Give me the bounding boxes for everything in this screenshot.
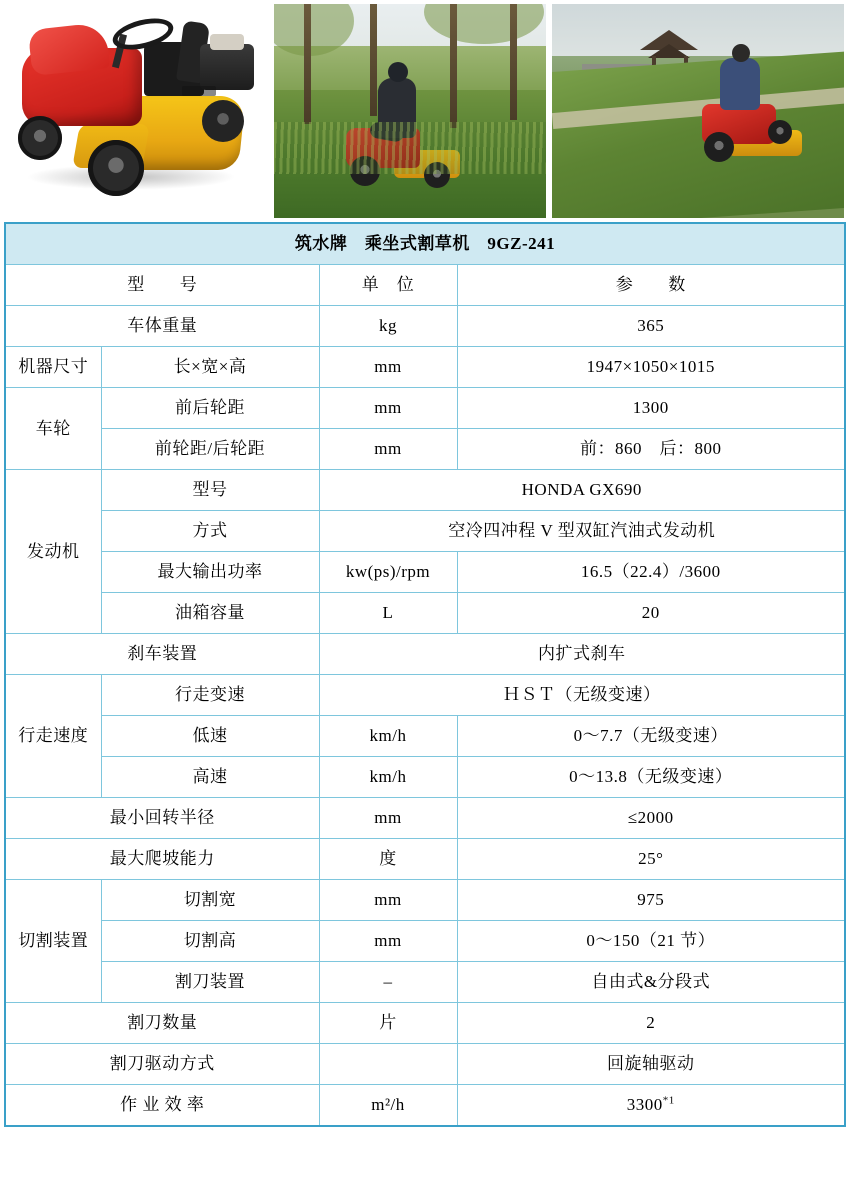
rider-head-shape bbox=[732, 44, 750, 62]
row-unit: mm bbox=[319, 388, 457, 429]
table-row bbox=[5, 347, 845, 388]
row-item: 油箱容量 bbox=[101, 593, 319, 634]
table-row bbox=[5, 1003, 845, 1044]
row-group: 切割装置 bbox=[5, 880, 101, 1003]
product-studio-photo bbox=[4, 4, 268, 218]
row-value: HONDA GX690 bbox=[319, 470, 845, 511]
header-param: 参 数 bbox=[457, 265, 845, 306]
row-value: 0～13.8（无级变速） bbox=[457, 757, 845, 798]
table-row bbox=[5, 593, 845, 634]
mower-engine-cover-shape bbox=[210, 34, 244, 50]
row-value-number: 3300 bbox=[626, 1095, 663, 1115]
table-row bbox=[5, 470, 845, 511]
row-item: 最小回转半径 bbox=[5, 798, 319, 839]
row-unit: mm bbox=[319, 880, 457, 921]
mower-engine-shape bbox=[200, 44, 254, 90]
row-item: 切割高 bbox=[101, 921, 319, 962]
row-value: 前：860 后：800 bbox=[457, 429, 845, 470]
row-unit: mm bbox=[319, 798, 457, 839]
table-row bbox=[5, 511, 845, 552]
row-value: 自由式&分段式 bbox=[457, 962, 845, 1003]
row-value: 25° bbox=[457, 839, 845, 880]
row-unit: m²/h bbox=[319, 1085, 457, 1127]
row-value: 16.5（22.4）/3600 bbox=[457, 552, 845, 593]
mower-wheel-shape bbox=[768, 120, 792, 144]
orchard-field-photo bbox=[274, 4, 546, 218]
row-unit: kg bbox=[319, 306, 457, 347]
row-item: 最大爬坡能力 bbox=[5, 839, 319, 880]
table-row bbox=[5, 839, 845, 880]
row-group: 行走速度 bbox=[5, 675, 101, 798]
header-unit: 单 位 bbox=[319, 265, 457, 306]
mower-hood-shape bbox=[28, 22, 110, 76]
rear-wheel-shape bbox=[202, 100, 244, 142]
row-value: 0～7.7（无级变速） bbox=[457, 716, 845, 757]
table-row bbox=[5, 880, 845, 921]
row-group: 车轮 bbox=[5, 388, 101, 470]
row-unit: mm bbox=[319, 429, 457, 470]
row-item: 前轮距/后轮距 bbox=[101, 429, 319, 470]
table-row bbox=[5, 1085, 845, 1127]
row-unit: L bbox=[319, 593, 457, 634]
tree-trunk-shape bbox=[450, 4, 457, 128]
spec-table-wrapper bbox=[0, 222, 850, 1131]
row-item: 前后轮距 bbox=[101, 388, 319, 429]
row-group: 机器尺寸 bbox=[5, 347, 101, 388]
row-unit: km/h bbox=[319, 716, 457, 757]
row-item: 行走变速 bbox=[101, 675, 319, 716]
row-unit: 片 bbox=[319, 1003, 457, 1044]
row-item: 割刀数量 bbox=[5, 1003, 319, 1044]
table-row bbox=[5, 921, 845, 962]
row-item: 割刀装置 bbox=[101, 962, 319, 1003]
row-value: ＨＳＴ（无级变速） bbox=[319, 675, 845, 716]
row-item: 型号 bbox=[101, 470, 319, 511]
row-item: 切割宽 bbox=[101, 880, 319, 921]
row-item: 长×宽×高 bbox=[101, 347, 319, 388]
rider-body-shape bbox=[720, 58, 760, 110]
table-row bbox=[5, 675, 845, 716]
row-unit: mm bbox=[319, 921, 457, 962]
row-unit bbox=[319, 1044, 457, 1085]
row-value bbox=[457, 1085, 845, 1127]
row-value: 365 bbox=[457, 306, 845, 347]
row-item: 方式 bbox=[101, 511, 319, 552]
header-model: 型 号 bbox=[5, 265, 319, 306]
table-row bbox=[5, 1044, 845, 1085]
row-value: 2 bbox=[457, 1003, 845, 1044]
front-right-wheel-shape bbox=[18, 116, 62, 160]
mower-decal-shape bbox=[182, 86, 216, 96]
table-row bbox=[5, 429, 845, 470]
tall-grass-shape bbox=[274, 122, 546, 174]
row-item: 高速 bbox=[101, 757, 319, 798]
row-item: 最大输出功率 bbox=[101, 552, 319, 593]
table-row bbox=[5, 634, 845, 675]
row-group: 发动机 bbox=[5, 470, 101, 634]
row-item: 割刀驱动方式 bbox=[5, 1044, 319, 1085]
row-unit: – bbox=[319, 962, 457, 1003]
row-value: 1300 bbox=[457, 388, 845, 429]
row-value-footnote: *1 bbox=[662, 1094, 675, 1107]
table-header-row bbox=[5, 265, 845, 306]
row-item: 作 业 效 率 bbox=[5, 1085, 319, 1127]
row-value: 975 bbox=[457, 880, 845, 921]
row-item: 车体重量 bbox=[5, 306, 319, 347]
tree-trunk-shape bbox=[370, 4, 377, 116]
front-left-wheel-shape bbox=[88, 140, 144, 196]
row-item: 低速 bbox=[101, 716, 319, 757]
tree-trunk-shape bbox=[304, 4, 311, 124]
row-item: 刹车装置 bbox=[5, 634, 319, 675]
row-value: 20 bbox=[457, 593, 845, 634]
product-photo-strip bbox=[0, 0, 850, 222]
row-value: 内扩式刹车 bbox=[319, 634, 845, 675]
table-row bbox=[5, 798, 845, 839]
table-row bbox=[5, 962, 845, 1003]
table-title: 筑水牌 乘坐式割草机 9GZ-241 bbox=[5, 223, 845, 265]
table-row bbox=[5, 552, 845, 593]
row-value: 空冷四冲程 V 型双缸汽油式发动机 bbox=[319, 511, 845, 552]
table-title-row bbox=[5, 223, 845, 265]
row-value: 回旋轴驱动 bbox=[457, 1044, 845, 1085]
tree-trunk-shape bbox=[510, 4, 517, 120]
row-value: ≤2000 bbox=[457, 798, 845, 839]
table-row bbox=[5, 757, 845, 798]
rider-head-shape bbox=[388, 62, 408, 82]
row-unit: 度 bbox=[319, 839, 457, 880]
row-value: 1947×1050×1015 bbox=[457, 347, 845, 388]
row-unit: kw(ps)/rpm bbox=[319, 552, 457, 593]
row-value: 0～150（21 节） bbox=[457, 921, 845, 962]
row-unit: km/h bbox=[319, 757, 457, 798]
mower-wheel-shape bbox=[704, 132, 734, 162]
table-row bbox=[5, 388, 845, 429]
table-row bbox=[5, 306, 845, 347]
table-row bbox=[5, 716, 845, 757]
specification-table bbox=[4, 222, 846, 1127]
row-unit: mm bbox=[319, 347, 457, 388]
hillside-field-photo bbox=[552, 4, 844, 218]
